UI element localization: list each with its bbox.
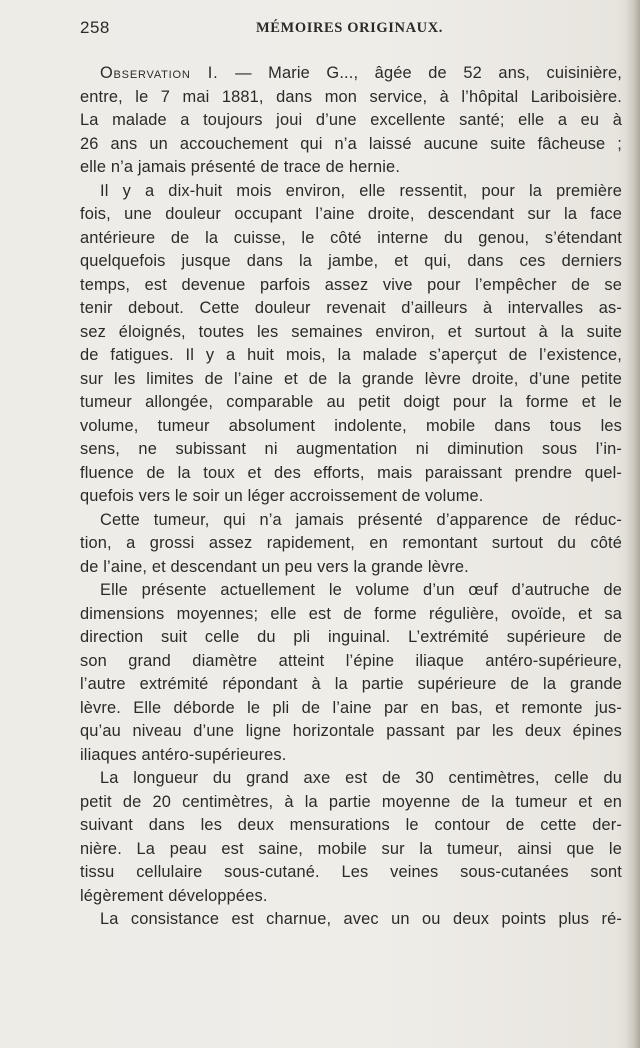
text-line: sez éloignés, toutes les semaines environ, et surtout à la suite bbox=[80, 322, 622, 341]
text-line: 26 ans un accouchement qui n’a laissé aucune suite fâcheuse ; bbox=[80, 134, 622, 153]
text-line: tumeur allongée, comparable au petit doigt pour la forme et le bbox=[80, 393, 622, 411]
text-line: son grand diamètre atteint l’épine iliaque antéro-supérieure, bbox=[80, 651, 622, 670]
text-line: tion, a grossi assez rapidement, en remontant surtout du côté bbox=[80, 534, 622, 552]
text-line: sens, ne subissant ni augmentation ni diminution sous l’in- bbox=[80, 440, 622, 458]
text-line: sur les limites de l’aine et de la grande lèvre droite, d’une petite bbox=[80, 369, 622, 388]
text-line: quefois vers le soir un léger accroissement de volume. bbox=[80, 487, 484, 505]
text-line: La malade a toujours joui d’une excellente santé; elle a eu à bbox=[80, 111, 622, 129]
text-line: entre, le 7 mai 1881, dans mon service, à l’hôpital Lariboisière. bbox=[80, 87, 622, 106]
text-line: l’autre extrémité répondant à la partie supérieure de la grande bbox=[80, 675, 622, 693]
body-text bbox=[80, 62, 622, 932]
text-line: iliaques antéro-supérieures. bbox=[80, 745, 287, 764]
text-line: volume, tumeur absolument indolente, mobile dans tous les bbox=[80, 416, 622, 435]
text-line: antérieure de la cuisse, le côté interne du genou, s’étendant bbox=[80, 228, 622, 247]
text-line: Cette tumeur, qui n’a jamais présenté d’apparence de réduc- bbox=[100, 510, 622, 529]
text-line: de fatigues. Il y a huit mois, la malade s’aperçut de l’existence, bbox=[80, 346, 622, 364]
text-line: tissu cellulaire sous-cutané. Les veines sous-cutanées sont bbox=[80, 863, 622, 881]
text-line: dimensions moyennes; elle est de forme régulière, ovoïde, et sa bbox=[80, 604, 622, 623]
text-line: fois, une douleur occupant l’aine droite, descendant sur la face bbox=[80, 205, 622, 223]
text-line: La consistance est charnue, avec un ou deux points plus ré- bbox=[100, 910, 622, 928]
text-line: Elle présente actuellement le volume d’un œuf d’autruche de bbox=[100, 581, 622, 599]
text-line: Observation I. — Marie G..., âgée de 52 ans, cuisinière, bbox=[100, 64, 622, 82]
text-line: fluence de la toux et des efforts, mais paraissant prendre quel- bbox=[80, 463, 622, 482]
text-line: nière. La peau est saine, mobile sur la tumeur, ainsi que le bbox=[80, 839, 622, 858]
text-line: lèvre. Elle déborde le pli de l’aine par en bas, et remonte jus- bbox=[80, 698, 622, 717]
running-title: MÉMOIRES ORIGINAUX. bbox=[256, 20, 444, 36]
text-line: qu’au niveau d’une ligne horizontale passant par les deux épines bbox=[80, 722, 622, 740]
page-header bbox=[80, 18, 622, 42]
text-line: petit de 20 centimètres, à la partie moyenne de la tumeur et en bbox=[80, 792, 622, 811]
text-line: tenir debout. Cette douleur revenait d’ailleurs à intervalles as- bbox=[80, 299, 622, 317]
text-line: La longueur du grand axe est de 30 centimètres, celle du bbox=[100, 769, 622, 787]
observation-heading: Observation I. bbox=[100, 64, 219, 82]
text-line: direction suit celle du pli inguinal. L’extrémité supérieure de bbox=[80, 628, 622, 646]
text-line: Il y a dix-huit mois environ, elle ressentit, pour la première bbox=[100, 181, 622, 200]
text-line: suivant dans les deux mensurations le contour de cette der- bbox=[80, 816, 622, 834]
text-line: légèrement développées. bbox=[80, 886, 268, 905]
text-line: de l’aine, et descendant un peu vers la grande lèvre. bbox=[80, 557, 469, 576]
page-edge-shadow bbox=[626, 0, 640, 1048]
text-line: temps, est devenue parfois assez vive pour l’empêcher de se bbox=[80, 275, 622, 294]
page-number: 258 bbox=[80, 18, 110, 37]
text-line: quelquefois jusque dans la jambe, et qui, dans ces derniers bbox=[80, 252, 622, 270]
text-line: elle n’a jamais présenté de trace de hernie. bbox=[80, 158, 401, 176]
